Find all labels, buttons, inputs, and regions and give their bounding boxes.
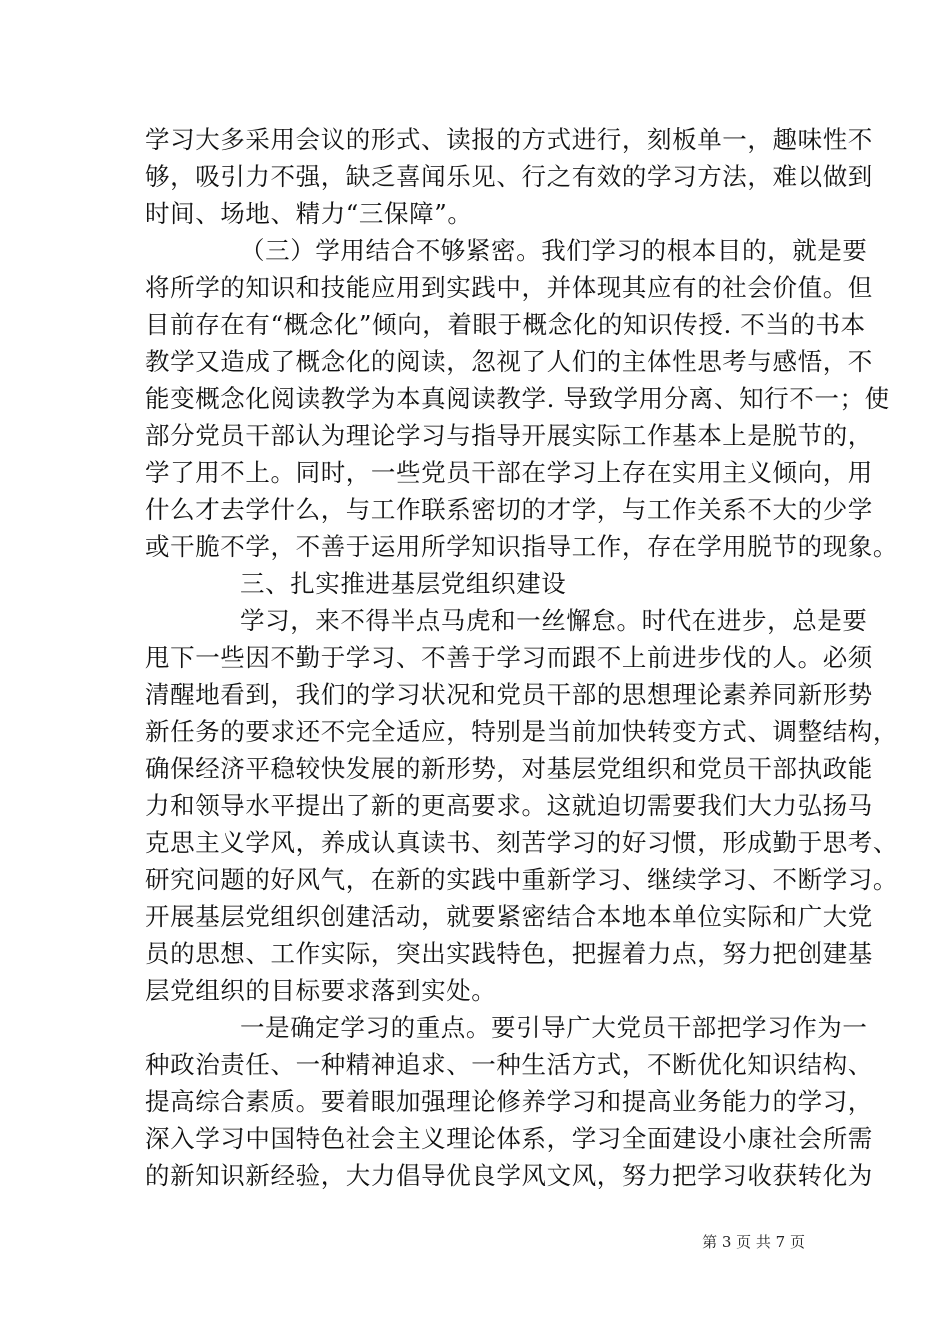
text-line: 甩下一些因不勤于学习、不善于学习而跟不上前进步伐的人。必须 [145, 643, 873, 672]
text-line: 部分党员干部认为理论学习与指导开展实际工作基本上是脱节的， [145, 421, 873, 450]
page-number: 第 3 页 共 7 页 [702, 1233, 805, 1251]
text-line: 确保经济平稳较快发展的新形势，对基层党组织和党员干部执政能 [145, 754, 873, 783]
text-line: 力和领导水平提出了新的更高要求。这就迫切需要我们大力弘扬马 [145, 791, 873, 820]
text-line: 清醒地看到，我们的学习状况和党员干部的思想理论素养同新形势 [145, 680, 873, 709]
text-line: 种政治责任、一种精神追求、一种生活方式，不断优化知识结构、 [145, 1050, 873, 1079]
section-heading: 三、扎实推进基层党组织建设 [240, 569, 567, 598]
text-line: 深入学习中国特色社会主义理论体系，学习全面建设小康社会所需 [145, 1124, 873, 1153]
text-line: 层党组织的目标要求落到实处。 [145, 976, 497, 1005]
text-line: 新任务的要求还不完全适应，特别是当前加快转变方式、调整结构， [145, 717, 898, 746]
text-line: 教学又造成了概念化的阅读，忽视了人们的主体性思考与感悟，不 [145, 347, 873, 376]
text-line: 时间、场地、精力“三保障”。 [145, 199, 473, 228]
text-line: 的新知识新经验，大力倡导优良学风文风，努力把学习收获转化为 [145, 1161, 873, 1190]
text-line: 或干脆不学，不善于运用所学知识指导工作，存在学用脱节的现象。 [145, 532, 898, 561]
text-line: 开展基层党组织创建活动，就要紧密结合本地本单位实际和广大党 [145, 902, 873, 931]
text-line: 什么才去学什么，与工作联系密切的才学，与工作关系不大的少学 [145, 495, 873, 524]
text-line: 研究问题的好风气，在新的实践中重新学习、继续学习、不断学习。 [145, 865, 898, 894]
text-line: 目前存在有“概念化”倾向，着眼于概念化的知识传授. 不当的书本 [145, 310, 866, 339]
paragraph-start-line: （三）学用结合不够紧密。我们学习的根本目的，就是要 [240, 236, 868, 265]
paragraph-start-line: 学习，来不得半点马虎和一丝懈怠。时代在进步，总是要 [240, 606, 868, 635]
text-line: 将所学的知识和技能应用到实践中，并体现其应有的社会价值。但 [145, 273, 873, 302]
text-line: 够，吸引力不强，缺乏喜闻乐见、行之有效的学习方法，难以做到 [145, 162, 873, 191]
paragraph-start-line: 一是确定学习的重点。要引导广大党员干部把学习作为一 [240, 1013, 868, 1042]
text-line: 学习大多采用会议的形式、读报的方式进行，刻板单一，趣味性不 [145, 125, 873, 154]
text-line: 提高综合素质。要着眼加强理论修养学习和提高业务能力的学习， [145, 1087, 873, 1116]
text-line: 克思主义学风，养成认真读书、刻苦学习的好习惯，形成勤于思考、 [145, 828, 898, 857]
text-line: 员的思想、工作实际，突出实践特色，把握着力点，努力把创建基 [145, 939, 873, 968]
text-line: 学了用不上。同时，一些党员干部在学习上存在实用主义倾向，用 [145, 458, 873, 487]
text-line: 能变概念化阅读教学为本真阅读教学. 导致学用分离、知行不一；使 [145, 384, 890, 413]
